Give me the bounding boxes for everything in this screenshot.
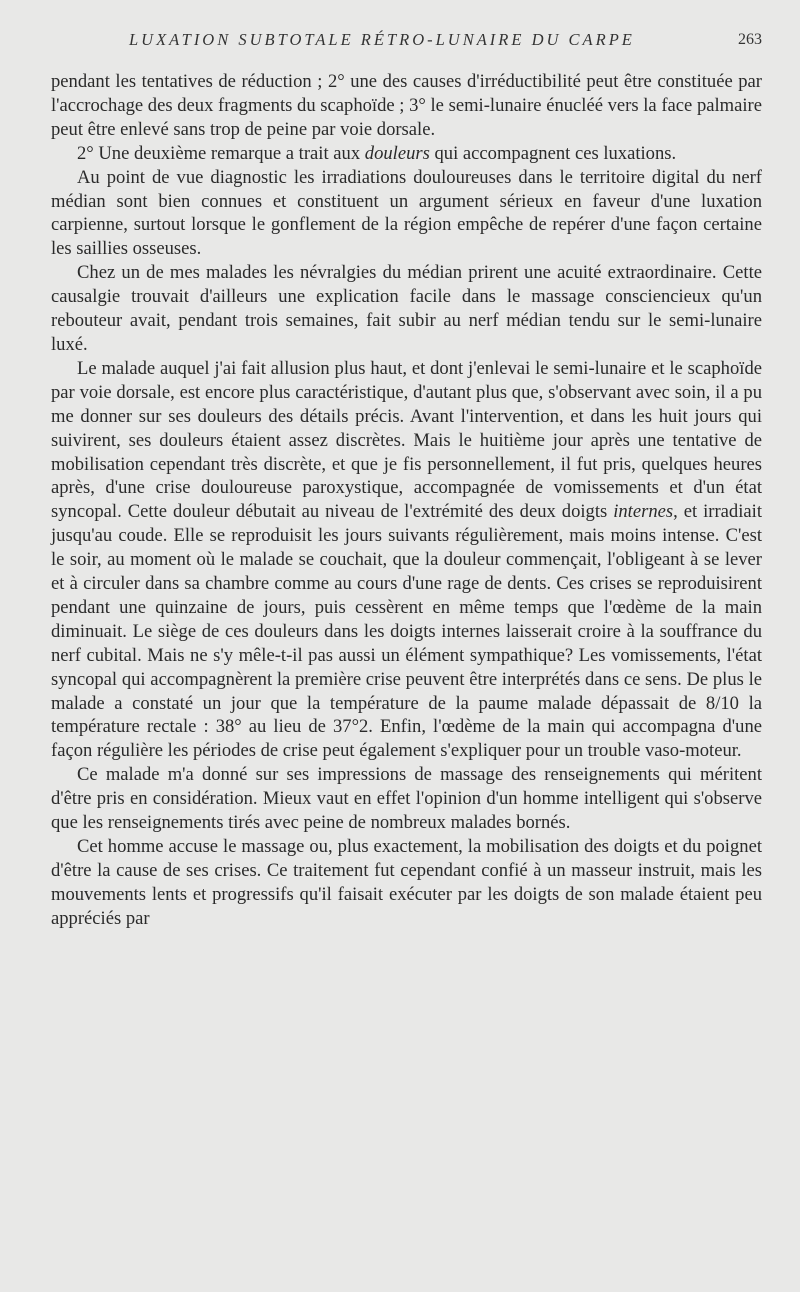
paragraph-text-continued: , et irradiait jusqu'au coude. Elle se reproduisit les jours suivants régulièrement, mais moins intense. C'est le soir, au moment où le malade se couchait, que la douleur commençait, l'obligeant à se lever et à circuler dans sa chambre comme au cours d'une rage de dents. Ces crises se reproduisirent pendant une quinzaine de jours, puis cessèrent en même temps que l'œdème de la main diminuait. Le siège de ces douleurs dans les doigts internes laisserait croire à la souffrance du nerf cubital. Mais ne s'y mêle-t-il pas aussi un élément sympathique? Les vomissements, l'état syncopal qui accompagnèrent la première crise peuvent être interprétés dans ce sens. De plus le malade a constaté un jour que la température de la paume malade dépassait de 8/10 la température rectale : 38° au lieu de 37°2. Enfin, l'œdème de la main qui accompagna d'une façon régulière les périodes de crise peut également s'expliquer pour un trouble vaso-moteur.: [51, 501, 762, 762]
paragraph: [51, 835, 762, 931]
paragraph: [51, 357, 762, 763]
paragraph-text: Ce malade m'a donné sur ses impressions de massage des renseignements qui méritent d'être pris en considération. Mieux vaut en effet l'opinion d'un homme intelligent qui s'observe que les renseignements tirés avec peine de nombreux malades bornés.: [51, 764, 762, 834]
paragraph-text: pendant les tentatives de réduction ; 2° une des causes d'irréductibilité peut être constituée par l'accrochage des deux fragments du scaphoïde ; 3° le semi-lunaire énucléé vers la face palmaire peut être enlevé sans trop de peine par voie dorsale.: [51, 71, 762, 140]
paragraph-text: 2° Une deuxième remarque a trait aux: [77, 142, 365, 164]
emphasized-word: internes: [613, 501, 674, 523]
body-text: [51, 70, 762, 931]
paragraph: [51, 166, 762, 262]
paragraph-text: Chez un de mes malades les névralgies du médian prirent une acuité extraordinaire. Cette causalgie trouvait d'ailleurs une explication facile dans le massage consciencieux qu'un rebouteur avait, pendant trois semaines, fait subir au nerf médian tendu sur le semi-lunaire luxé.: [51, 262, 762, 355]
paragraph: [51, 261, 762, 357]
paragraph-text: Cet homme accuse le massage ou, plus exactement, la mobilisation des doigts et du poignet d'être la cause de ses crises. Ce traitement fut cependant confié à un masseur instruit, mais les mouvements lents et progressifs qu'il faisait exécuter par les doigts de son malade étaient peu appréciés par: [51, 836, 762, 929]
paragraph: [51, 70, 762, 142]
paragraph-text: Le malade auquel j'ai fait allusion plus haut, et dont j'enlevai le semi-lunaire et le scaphoïde par voie dorsale, est encore plus caractéristique, d'autant plus que, s'observant avec soin, il a pu me donner sur ses douleurs des détails précis. Avant l'intervention, et dans les huit jours qui suivirent, ses douleurs étaient assez discrètes. Mais le huitième jour après une tentative de mobilisation cependant très discrète, et que je fis personnellement, il fut pris, quelques heures après, d'une crise douloureuse paroxystique, accompagnée de vomissements et d'un état syncopal. Cette douleur débutait au niveau de l'extrémité des deux doigts: [51, 357, 762, 523]
paragraph: [51, 142, 762, 166]
page-number: 263: [738, 31, 762, 48]
emphasized-word: douleurs: [364, 142, 430, 164]
page-header: [51, 26, 762, 54]
paragraph-text: Au point de vue diagnostic les irradiations douloureuses dans le territoire digital du nerf médian sont bien connues et constituent un argument sérieux en faveur d'une luxation carpienne, surtout lorsque le gonflement de la région empêche de repérer d'une façon certaine les saillies osseuses.: [51, 166, 762, 260]
paragraph: [51, 763, 762, 835]
paragraph-text-continued: qui accompagnent ces luxations.: [429, 142, 677, 164]
running-title: LUXATION SUBTOTALE RÉTRO-LUNAIRE DU CARPE: [129, 30, 635, 49]
